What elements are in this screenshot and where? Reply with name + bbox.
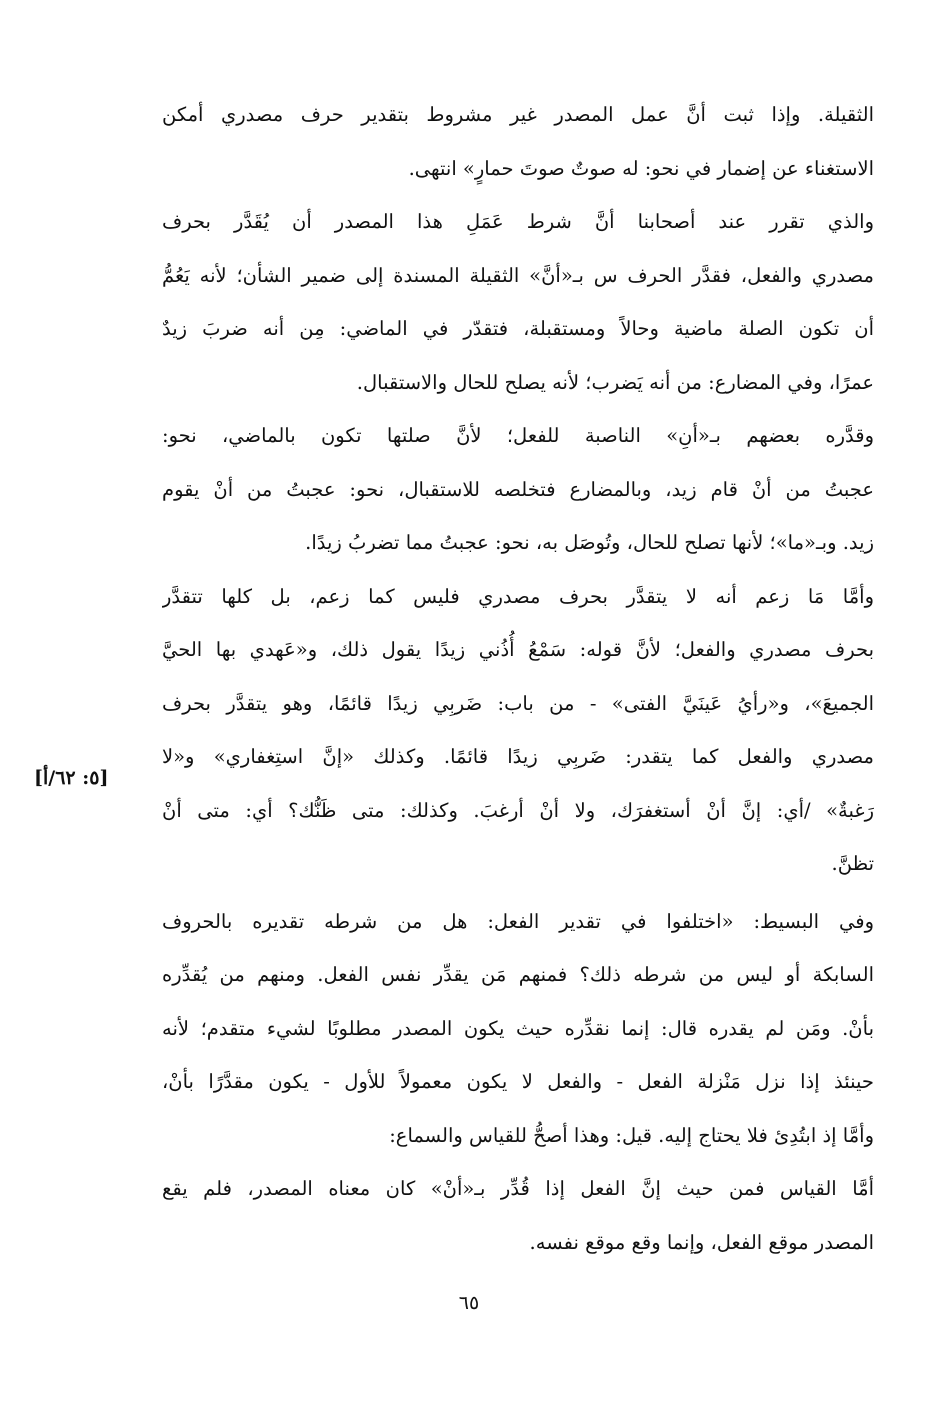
text-line: والذي تقرر عند أصحابنا أنَّ شرط عَمَلِ هذا المصدر أن يُقَدَّر بحرف [162, 210, 874, 233]
text-line: بأنْ. ومَن لم يقدره قال: إنما نقدِّره حيث يكون المصدر مطلوبًا لشيء متقدم؛ لأنه [162, 1016, 874, 1040]
text-line: الثقيلة. وإذا ثبت أنَّ عمل المصدر غير مشروط بتقدير حرف مصدري أمكن [162, 103, 874, 126]
text-line: وفي البسيط: «اختلفوا في تقدير الفعل: هل من شرطه تقديره بالحروف [162, 909, 874, 933]
text-line: أن تكون الصلة ماضية وحالاً ومستقبلة، فتقدّر في الماضي: مِن أنه ضربَ زيدٌ [162, 317, 874, 340]
text-line: أمَّا القياس فمن حيث إنَّ الفعل إذا قُدِّر بـ«أنْ» كان معناه المصدر، فلم يقع [162, 1177, 874, 1200]
text-line: تظنَّ. [831, 852, 874, 875]
text-line: الجميعَ»، و«رأيُ عَينَيَّ الفتى» - من باب: ضَربِي زيدًا قائمًا، وهو يتقدَّر بحرف [162, 691, 874, 715]
text-line: وأمَّا مَا زعم أنه لا يتقدَّر بحرف مصدري فليس كما زعم، بل كلها تتقدَّر [162, 584, 874, 608]
text-line: عجبتُ من أنْ قام زيد، وبالمضارع فتخلصه للاستقبال، نحو: عجبتُ من أنْ يقوم [162, 477, 874, 501]
text-line: السابكة أو ليس من شرطه ذلك؟ فمنهم مَن يقدِّر نفس الفعل. ومنهم من يُقدِّره [162, 963, 874, 986]
text-line: وأمَّا إذ ابتُدِئ فلا يحتاج إليه. قيل: وهذا أصحُّ للقياس والسماع: [389, 1123, 874, 1147]
text-line: عمرًا، وفي المضارع: من أنه يَضرب؛ لأنه يصلح للحال والاستقبال. [356, 370, 874, 394]
body-text [162, 88, 874, 1269]
text-line: مصدري والفعل، فقدَّر الحرف س بـ«أنَّ» الثقيلة المسندة إلى ضمير الشأن؛ لأنه يَعُمُّ [162, 263, 874, 287]
text-line: وقدَّره بعضهم بـ«أنِ» الناصبة للفعل؛ لأنَّ صلتها تكون بالماضي، نحو: [162, 424, 874, 447]
text-line: حينئذ إذا نزل مَنْزلة الفعل - والفعل لا يكون معمولاً للأول - يكون مقدَّرًا بأنْ، [162, 1070, 874, 1093]
text-line: بحرف مصدري والفعل؛ لأنَّ قوله: سَمْعُ أُذُني زيدًا يقول ذلك، و«عَهدي بها الحيَّ [162, 638, 874, 661]
text-line: المصدر موقع الفعل، وإنما وقع موقع نفسه. [529, 1230, 874, 1254]
page-number: ٦٥ [458, 1292, 480, 1314]
text-line: زيد. وبـ«ما»؛ لأنها تصلح للحال، وتُوصَل به، نحو: عجبتُ مما تضربُ زيدًا. [305, 531, 874, 554]
text-line: رَغبةٌ» /أي: إنَّ أنْ أستغفرَك، ولا أنْ أرغبَ. وكذلك: متى ظَنُّك؟ أي: متى أنْ [162, 798, 874, 822]
text-line: مصدري والفعل كما يتقدر: ضَربِي زيدًا قائمًا. وكذلك «إنَّ استِغفاري» و«لا [162, 745, 874, 768]
margin-reference-note: [٥: ٦٢/أ] [34, 767, 109, 789]
text-line: الاستغناء عن إضمار في نحو: له صوتٌ صوتَ حمارٍ» انتهى. [408, 156, 874, 180]
